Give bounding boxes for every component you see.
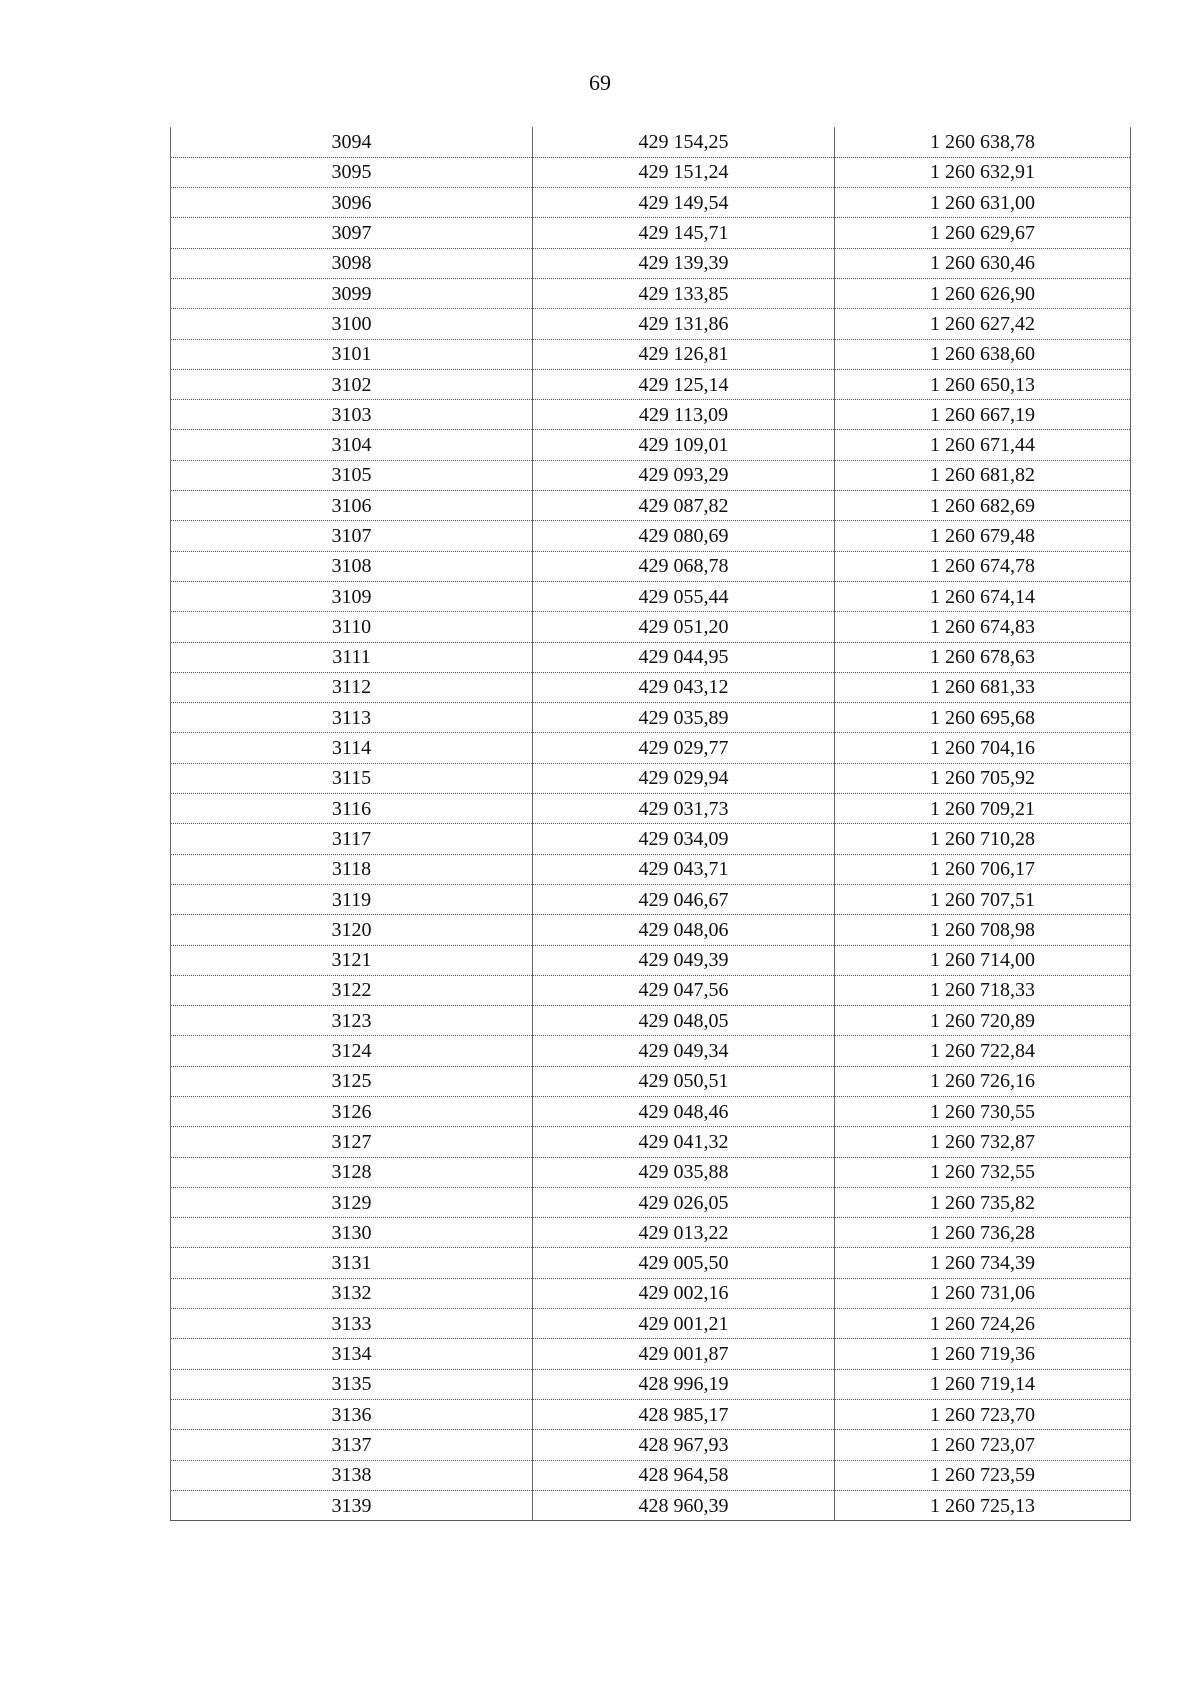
point-number-cell: 3133 [171, 1309, 533, 1339]
table-row [171, 763, 1131, 793]
x-coordinate-cell: 429 055,44 [533, 581, 835, 611]
table-row [171, 612, 1131, 642]
point-number-cell: 3139 [171, 1490, 533, 1520]
x-coordinate-cell: 429 047,56 [533, 975, 835, 1005]
table-row [171, 127, 1131, 157]
table-row [171, 491, 1131, 521]
y-coordinate-cell: 1 260 627,42 [835, 309, 1131, 339]
y-coordinate-cell: 1 260 732,87 [835, 1127, 1131, 1157]
x-coordinate-cell: 429 048,05 [533, 1006, 835, 1036]
y-coordinate-cell: 1 260 630,46 [835, 248, 1131, 278]
y-coordinate-cell: 1 260 724,26 [835, 1309, 1131, 1339]
x-coordinate-cell: 429 043,12 [533, 672, 835, 702]
x-coordinate-cell: 428 996,19 [533, 1369, 835, 1399]
x-coordinate-cell: 429 029,94 [533, 763, 835, 793]
x-coordinate-cell: 429 049,39 [533, 945, 835, 975]
x-coordinate-cell: 429 050,51 [533, 1066, 835, 1096]
y-coordinate-cell: 1 260 723,70 [835, 1399, 1131, 1429]
x-coordinate-cell: 429 131,86 [533, 309, 835, 339]
x-coordinate-cell: 429 029,77 [533, 733, 835, 763]
point-number-cell: 3095 [171, 157, 533, 187]
x-coordinate-cell: 429 087,82 [533, 491, 835, 521]
point-number-cell: 3135 [171, 1369, 533, 1399]
point-number-cell: 3132 [171, 1278, 533, 1308]
table-row [171, 1399, 1131, 1429]
x-coordinate-cell: 429 051,20 [533, 612, 835, 642]
point-number-cell: 3116 [171, 794, 533, 824]
point-number-cell: 3098 [171, 248, 533, 278]
point-number-cell: 3101 [171, 339, 533, 369]
point-number-cell: 3110 [171, 612, 533, 642]
table-row [171, 1127, 1131, 1157]
y-coordinate-cell: 1 260 681,33 [835, 672, 1131, 702]
table-row [171, 1218, 1131, 1248]
point-number-cell: 3130 [171, 1218, 533, 1248]
y-coordinate-cell: 1 260 695,68 [835, 703, 1131, 733]
x-coordinate-cell: 429 048,46 [533, 1097, 835, 1127]
coordinates-table-body [171, 127, 1131, 1521]
table-row [171, 884, 1131, 914]
y-coordinate-cell: 1 260 638,78 [835, 127, 1131, 157]
x-coordinate-cell: 429 002,16 [533, 1278, 835, 1308]
y-coordinate-cell: 1 260 632,91 [835, 157, 1131, 187]
y-coordinate-cell: 1 260 725,13 [835, 1490, 1131, 1520]
point-number-cell: 3112 [171, 672, 533, 702]
y-coordinate-cell: 1 260 722,84 [835, 1036, 1131, 1066]
y-coordinate-cell: 1 260 626,90 [835, 278, 1131, 308]
table-row [171, 521, 1131, 551]
table-row [171, 188, 1131, 218]
x-coordinate-cell: 429 068,78 [533, 551, 835, 581]
table-row [171, 460, 1131, 490]
table-row [171, 309, 1131, 339]
y-coordinate-cell: 1 260 736,28 [835, 1218, 1131, 1248]
y-coordinate-cell: 1 260 706,17 [835, 854, 1131, 884]
x-coordinate-cell: 428 960,39 [533, 1490, 835, 1520]
x-coordinate-cell: 429 044,95 [533, 642, 835, 672]
table-row [171, 1036, 1131, 1066]
y-coordinate-cell: 1 260 719,36 [835, 1339, 1131, 1369]
table-row [171, 1157, 1131, 1187]
point-number-cell: 3124 [171, 1036, 533, 1066]
y-coordinate-cell: 1 260 735,82 [835, 1187, 1131, 1217]
y-coordinate-cell: 1 260 681,82 [835, 460, 1131, 490]
point-number-cell: 3100 [171, 309, 533, 339]
table-row [171, 642, 1131, 672]
table-row [171, 248, 1131, 278]
y-coordinate-cell: 1 260 650,13 [835, 369, 1131, 399]
point-number-cell: 3128 [171, 1157, 533, 1187]
table-row [171, 703, 1131, 733]
x-coordinate-cell: 429 154,25 [533, 127, 835, 157]
point-number-cell: 3123 [171, 1006, 533, 1036]
y-coordinate-cell: 1 260 705,92 [835, 763, 1131, 793]
point-number-cell: 3121 [171, 945, 533, 975]
y-coordinate-cell: 1 260 629,67 [835, 218, 1131, 248]
y-coordinate-cell: 1 260 667,19 [835, 400, 1131, 430]
table-row [171, 1278, 1131, 1308]
point-number-cell: 3108 [171, 551, 533, 581]
x-coordinate-cell: 429 133,85 [533, 278, 835, 308]
point-number-cell: 3129 [171, 1187, 533, 1217]
point-number-cell: 3136 [171, 1399, 533, 1429]
y-coordinate-cell: 1 260 674,83 [835, 612, 1131, 642]
x-coordinate-cell: 429 013,22 [533, 1218, 835, 1248]
x-coordinate-cell: 429 093,29 [533, 460, 835, 490]
coordinates-table [170, 127, 1131, 1521]
y-coordinate-cell: 1 260 674,78 [835, 551, 1131, 581]
x-coordinate-cell: 429 035,88 [533, 1157, 835, 1187]
y-coordinate-cell: 1 260 709,21 [835, 794, 1131, 824]
y-coordinate-cell: 1 260 710,28 [835, 824, 1131, 854]
x-coordinate-cell: 429 145,71 [533, 218, 835, 248]
x-coordinate-cell: 429 035,89 [533, 703, 835, 733]
table-row [171, 400, 1131, 430]
table-row [171, 1066, 1131, 1096]
table-row [171, 975, 1131, 1005]
table-row [171, 1187, 1131, 1217]
point-number-cell: 3118 [171, 854, 533, 884]
table-row [171, 551, 1131, 581]
y-coordinate-cell: 1 260 723,07 [835, 1430, 1131, 1460]
point-number-cell: 3125 [171, 1066, 533, 1096]
table-row [171, 1369, 1131, 1399]
table-row [171, 1006, 1131, 1036]
table-row [171, 1490, 1131, 1520]
x-coordinate-cell: 429 046,67 [533, 884, 835, 914]
x-coordinate-cell: 429 031,73 [533, 794, 835, 824]
table-row [171, 218, 1131, 248]
point-number-cell: 3107 [171, 521, 533, 551]
x-coordinate-cell: 429 043,71 [533, 854, 835, 884]
point-number-cell: 3102 [171, 369, 533, 399]
x-coordinate-cell: 429 026,05 [533, 1187, 835, 1217]
x-coordinate-cell: 429 005,50 [533, 1248, 835, 1278]
y-coordinate-cell: 1 260 730,55 [835, 1097, 1131, 1127]
point-number-cell: 3103 [171, 400, 533, 430]
table-row [171, 915, 1131, 945]
x-coordinate-cell: 429 149,54 [533, 188, 835, 218]
table-row [171, 794, 1131, 824]
y-coordinate-cell: 1 260 734,39 [835, 1248, 1131, 1278]
point-number-cell: 3096 [171, 188, 533, 218]
x-coordinate-cell: 429 048,06 [533, 915, 835, 945]
x-coordinate-cell: 429 041,32 [533, 1127, 835, 1157]
x-coordinate-cell: 428 967,93 [533, 1430, 835, 1460]
point-number-cell: 3127 [171, 1127, 533, 1157]
x-coordinate-cell: 429 080,69 [533, 521, 835, 551]
y-coordinate-cell: 1 260 671,44 [835, 430, 1131, 460]
table-row [171, 430, 1131, 460]
table-row [171, 1339, 1131, 1369]
point-number-cell: 3111 [171, 642, 533, 672]
y-coordinate-cell: 1 260 707,51 [835, 884, 1131, 914]
x-coordinate-cell: 429 001,21 [533, 1309, 835, 1339]
x-coordinate-cell: 429 001,87 [533, 1339, 835, 1369]
x-coordinate-cell: 429 139,39 [533, 248, 835, 278]
table-row [171, 945, 1131, 975]
x-coordinate-cell: 429 125,14 [533, 369, 835, 399]
x-coordinate-cell: 428 985,17 [533, 1399, 835, 1429]
y-coordinate-cell: 1 260 718,33 [835, 975, 1131, 1005]
point-number-cell: 3106 [171, 491, 533, 521]
table-row [171, 278, 1131, 308]
y-coordinate-cell: 1 260 726,16 [835, 1066, 1131, 1096]
y-coordinate-cell: 1 260 638,60 [835, 339, 1131, 369]
point-number-cell: 3134 [171, 1339, 533, 1369]
y-coordinate-cell: 1 260 704,16 [835, 733, 1131, 763]
y-coordinate-cell: 1 260 631,00 [835, 188, 1131, 218]
table-row [171, 1248, 1131, 1278]
y-coordinate-cell: 1 260 708,98 [835, 915, 1131, 945]
point-number-cell: 3138 [171, 1460, 533, 1490]
page-number: 69 [589, 70, 611, 95]
y-coordinate-cell: 1 260 682,69 [835, 491, 1131, 521]
table-row [171, 1309, 1131, 1339]
point-number-cell: 3094 [171, 127, 533, 157]
point-number-cell: 3113 [171, 703, 533, 733]
point-number-cell: 3117 [171, 824, 533, 854]
point-number-cell: 3115 [171, 763, 533, 793]
point-number-cell: 3105 [171, 460, 533, 490]
point-number-cell: 3114 [171, 733, 533, 763]
table-row [171, 157, 1131, 187]
y-coordinate-cell: 1 260 719,14 [835, 1369, 1131, 1399]
x-coordinate-cell: 429 109,01 [533, 430, 835, 460]
table-row [171, 824, 1131, 854]
y-coordinate-cell: 1 260 723,59 [835, 1460, 1131, 1490]
point-number-cell: 3120 [171, 915, 533, 945]
x-coordinate-cell: 429 126,81 [533, 339, 835, 369]
table-row [171, 1430, 1131, 1460]
x-coordinate-cell: 429 034,09 [533, 824, 835, 854]
table-row [171, 1097, 1131, 1127]
table-row [171, 733, 1131, 763]
table-row [171, 369, 1131, 399]
y-coordinate-cell: 1 260 674,14 [835, 581, 1131, 611]
table-row [171, 854, 1131, 884]
point-number-cell: 3109 [171, 581, 533, 611]
x-coordinate-cell: 429 151,24 [533, 157, 835, 187]
y-coordinate-cell: 1 260 732,55 [835, 1157, 1131, 1187]
point-number-cell: 3137 [171, 1430, 533, 1460]
y-coordinate-cell: 1 260 714,00 [835, 945, 1131, 975]
point-number-cell: 3119 [171, 884, 533, 914]
table-row [171, 1460, 1131, 1490]
point-number-cell: 3126 [171, 1097, 533, 1127]
table-row [171, 581, 1131, 611]
y-coordinate-cell: 1 260 731,06 [835, 1278, 1131, 1308]
table-row [171, 339, 1131, 369]
point-number-cell: 3104 [171, 430, 533, 460]
point-number-cell: 3131 [171, 1248, 533, 1278]
x-coordinate-cell: 429 049,34 [533, 1036, 835, 1066]
y-coordinate-cell: 1 260 720,89 [835, 1006, 1131, 1036]
point-number-cell: 3097 [171, 218, 533, 248]
point-number-cell: 3099 [171, 278, 533, 308]
point-number-cell: 3122 [171, 975, 533, 1005]
table-row [171, 672, 1131, 702]
x-coordinate-cell: 428 964,58 [533, 1460, 835, 1490]
x-coordinate-cell: 429 113,09 [533, 400, 835, 430]
y-coordinate-cell: 1 260 679,48 [835, 521, 1131, 551]
y-coordinate-cell: 1 260 678,63 [835, 642, 1131, 672]
